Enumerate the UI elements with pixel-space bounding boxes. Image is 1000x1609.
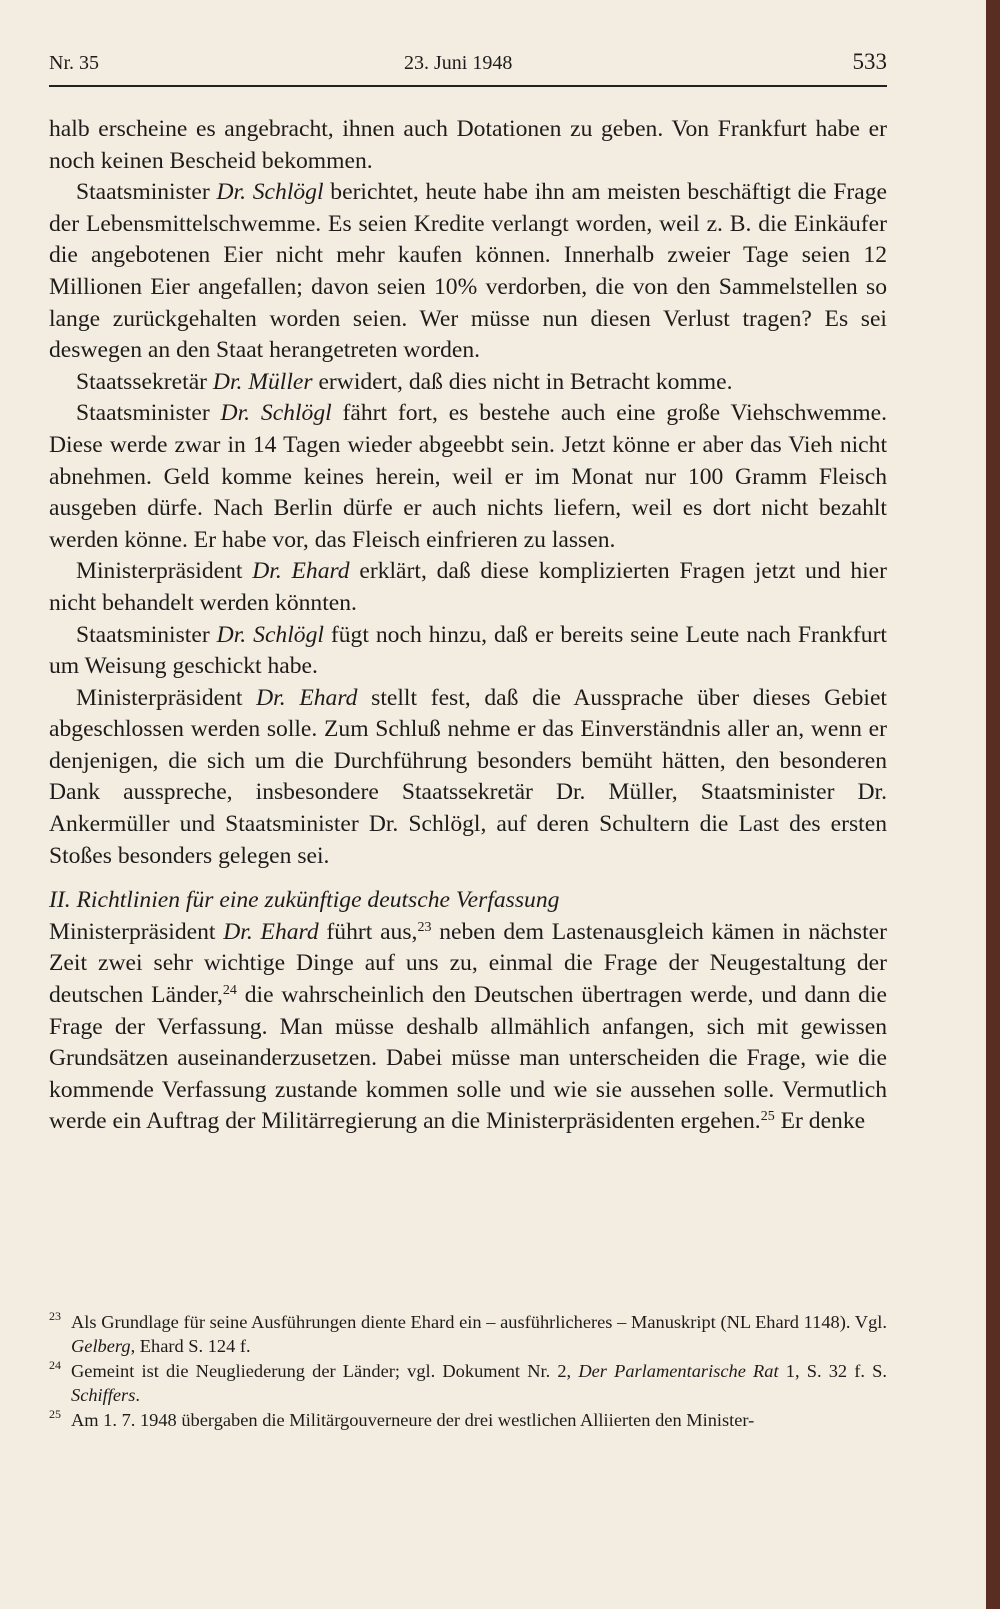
footnote bbox=[49, 1360, 887, 1407]
footnote bbox=[49, 1409, 887, 1433]
header-date: 23. Juni 1948 bbox=[404, 52, 513, 74]
speaker-title: Staatsminister bbox=[76, 400, 221, 427]
speaker-title: Staatsminister bbox=[76, 621, 217, 648]
paragraph-text: erklärt, daß diese komplizierten Fragen jetzt und hier nicht behandelt werden könnten. bbox=[49, 558, 887, 616]
footnote-number: 23 bbox=[49, 1309, 61, 1323]
footnote-text bbox=[71, 1311, 887, 1358]
paragraph-text: fährt fort, es bestehe auch eine große Viehschwemme. Diese werde zwar in 14 Tagen wieder abgeebbt sein. Jetzt könne er aber das Vieh nicht abnehmen. Geld komme keines herein, weil er im Monat nur 100 Gramm Fleisch ausgeben dürfe. Nach Berlin dürfe er auch nichts liefern, weil es dort nicht bezahlt werden könne. Er habe vor, das Fleisch einfrieren zu lassen. bbox=[49, 400, 887, 553]
footnote-source-title: Der Parlamentarische Rat bbox=[578, 1361, 779, 1381]
running-header bbox=[49, 46, 887, 80]
footnote-text-part: Gemeint ist die Neugliederung der Länder; vgl. Dokument Nr. 2, bbox=[71, 1361, 579, 1381]
footnote-text-part: , Ehard S. 124 f. bbox=[130, 1335, 251, 1356]
footnote-text bbox=[71, 1360, 887, 1407]
header-rule bbox=[49, 85, 887, 87]
footnote-text-part: 1, S. 32 f. S. bbox=[778, 1361, 887, 1381]
speaker-name: Dr. Schlögl bbox=[216, 621, 324, 648]
paragraph-text: neben dem Lastenausgleich kämen in nächster Zeit zwei sehr wichtige Dinge auf uns zu, einmal die Frage der Neugestaltung der deutschen Länder, bbox=[49, 918, 887, 1009]
paragraph bbox=[49, 398, 887, 556]
speaker-title: Ministerpräsident bbox=[76, 558, 253, 585]
paragraph-text: Er denke bbox=[774, 1108, 866, 1135]
speaker-name: Dr. Ehard bbox=[256, 684, 358, 711]
footnote bbox=[49, 1311, 887, 1358]
paragraph: halb erscheine es angebracht, ihnen auch Dotationen zu geben. Von Frankfurt habe er noch keinen Bescheid bekommen. bbox=[49, 116, 887, 174]
footnote-text bbox=[71, 1409, 887, 1433]
speaker-name: Dr. Schlögl bbox=[216, 179, 324, 206]
paragraph bbox=[49, 917, 887, 1138]
paragraph bbox=[49, 556, 887, 619]
speaker-name: Dr. Schlögl bbox=[220, 400, 332, 427]
speaker-title: Staatssekretär bbox=[76, 368, 213, 395]
body-text bbox=[49, 114, 887, 1138]
speaker-name: Dr. Ehard bbox=[223, 918, 319, 945]
footnote-text-part: . bbox=[135, 1384, 140, 1405]
footnote-number: 24 bbox=[49, 1358, 61, 1372]
footnotes bbox=[49, 1311, 887, 1435]
paragraph-text: führt aus, bbox=[318, 918, 418, 945]
paragraph-text: fügt noch hinzu, daß er bereits seine Leute nach Frankfurt um Weisung geschickt habe. bbox=[49, 621, 887, 680]
footnote-text-part: Als Grundlage für seine Ausführungen diente Ehard ein – ausführlicheres – Manuskript (NL Ehard 1148). Vgl. bbox=[71, 1312, 887, 1332]
footnote-author: Gelberg bbox=[71, 1335, 131, 1356]
paragraph-text: stellt fest, daß die Aussprache über dieses Gebiet abgeschlossen werden solle. Zum Schluß nehme er das Einverständnis aller an, wenn er denjenigen, die sich um die Durchführung besonders bemüht hätten, den besonderen Dank ausspreche, insbesondere Staatssekretär Dr. Müller, Staatsminister Dr. Ankermüller und Staatsminister Dr. Schlögl, auf deren Schultern die Last des ersten Stoßes besonders gelegen sei. bbox=[49, 684, 887, 869]
speaker-title: Ministerpräsident bbox=[49, 918, 224, 945]
paragraph bbox=[49, 620, 887, 683]
speaker-title: Staatsminister bbox=[76, 179, 217, 206]
footnote-text-part: Am 1. 7. 1948 übergaben die Militärgouverneure der drei westlichen Alliierten den Minister- bbox=[71, 1410, 755, 1430]
footnote-ref[interactable]: 24 bbox=[222, 983, 237, 999]
paragraph-text: berichtet, heute habe ihn am meisten beschäftigt die Frage der Lebensmittelschwemme. Es seien Kredite verlangt worden, weil z. B. die Einkäufer die angebotenen Eier nicht mehr kaufen können. Innerhalb zweier Tage seien 12 Millionen Eier angefallen; davon seien 10% verdorben, die von den Sammelstellen so lange zurückgehalten worden seien. Wer müsse nun diesen Verlust tragen? Es sei deswegen an den Staat herangetreten worden. bbox=[49, 179, 888, 364]
page-edge bbox=[986, 0, 1000, 1609]
paragraph-text: erwidert, daß dies nicht in Betracht komme. bbox=[312, 368, 733, 395]
footnote-ref[interactable]: 23 bbox=[417, 919, 432, 935]
footnote-ref[interactable]: 25 bbox=[760, 1109, 775, 1125]
paragraph bbox=[49, 177, 887, 367]
page-number: 533 bbox=[852, 49, 887, 74]
paragraph-text: die wahrscheinlich den Deutschen übertragen werde, und dann die Frage der Verfassung. Man müsse deshalb allmählich anfangen, sich mit gewissen Grundsätzen auseinanderzusetzen. Dabei müsse man unterscheiden die Frage, wie die kommende Verfassung zustande kommen solle und wie sie aussehen solle. Vermutlich werde ein Auftrag der Militärregierung an die Ministerpräsidenten ergehen. bbox=[49, 982, 887, 1135]
speaker-name: Dr. Ehard bbox=[252, 558, 350, 585]
footnote-number: 25 bbox=[49, 1407, 61, 1421]
footnote-author: Schiffers bbox=[71, 1384, 136, 1405]
speaker-title: Ministerpräsident bbox=[76, 684, 257, 711]
paragraph bbox=[49, 683, 887, 873]
section-heading: II. Richtlinien für eine zukünftige deutsche Verfassung bbox=[49, 887, 560, 914]
speaker-name: Dr. Müller bbox=[212, 368, 313, 395]
paragraph bbox=[49, 367, 887, 399]
issue-number: Nr. 35 bbox=[49, 52, 99, 74]
